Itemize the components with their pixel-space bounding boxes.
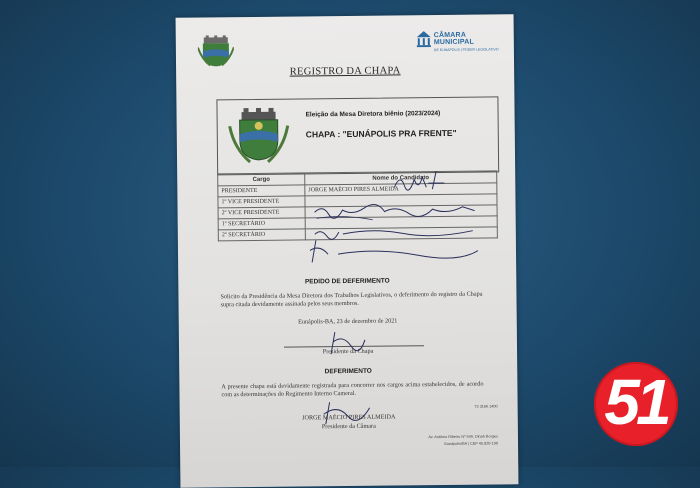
pedido-date: Eunápolis-BA, 23 de dezembro de 2021 [298, 317, 398, 326]
cargo-cell: 1º SECRETÁRIO [218, 218, 305, 230]
building-icon [416, 29, 432, 47]
pedido-text: Solicito da Presidência da Mesa Diretora dos Trabalhos Legislativos, o deferimento do registro da Chapa supra citada devidamente assinada pelos seus membros. [220, 290, 483, 309]
candidates-table [217, 170, 498, 241]
footer-city: Eunápolis/BA | CEP 45.820-190 [444, 441, 499, 446]
election-header-box [216, 96, 499, 175]
camara-name-line1: CÂMARA [433, 31, 467, 40]
camara-name [434, 32, 474, 46]
cargo-cell: 2º VICE PRESIDENTE [218, 207, 305, 219]
deferimento-signer-name: JORGE MAÉCIO PIRES ALMEIDA [302, 413, 396, 422]
column-header-cargo: Cargo [218, 173, 305, 186]
document-page [176, 14, 519, 488]
pedido-title: PEDIDO DE DEFERIMENTO [304, 277, 390, 286]
camara-municipal-logo [416, 28, 498, 59]
cargo-cell: 1º VICE PRESIDENTE [218, 196, 305, 208]
footer-address: Av. Antônio Ribeiro Nº 549, Dinah Borges [428, 434, 498, 440]
camara-name-line2: MUNICIPAL [433, 38, 475, 47]
cargo-cell: 2º SECRETÁRIO [218, 229, 305, 241]
deferimento-text: A presente chapa está devidamente registrada para concorrer nos cargos acima estabelecidos, de acordo com as determinações do Regimento Interno Cameral. [221, 380, 484, 399]
cargo-cell: PRESIDENTE [218, 185, 305, 197]
pedido-signature-label: Presidente da Chapa [322, 347, 374, 356]
footer-phone: 73 3166.1400 [474, 404, 498, 409]
channel-51-logo [594, 362, 678, 446]
nome-cell [305, 227, 497, 240]
municipal-crest-logo [227, 108, 290, 165]
chapa-name: CHAPA : "EUNÁPOLIS PRA FRENTE" [305, 127, 457, 140]
deferimento-signer-role: Presidente da Câmara [321, 422, 376, 431]
column-header-nome: Nome do Candidato [305, 171, 497, 185]
camara-subtitle: DE EUNÁPOLIS | PODER LEGISLATIVO [433, 47, 499, 53]
document-title: REGISTRO DA CHAPA [289, 65, 401, 78]
deferimento-title: DEFERIMENTO [324, 367, 372, 376]
signature-2-secretario [308, 237, 483, 265]
nome-cell: JORGE MAÉCIO PIRES ALMEIDA [305, 183, 497, 196]
channel-51-logo-text: 51 [604, 366, 668, 438]
table-row [218, 227, 497, 241]
election-title: Eleição da Mesa Diretora biênio (2023/2024) [305, 110, 441, 119]
municipal-crest-logo [198, 35, 234, 67]
